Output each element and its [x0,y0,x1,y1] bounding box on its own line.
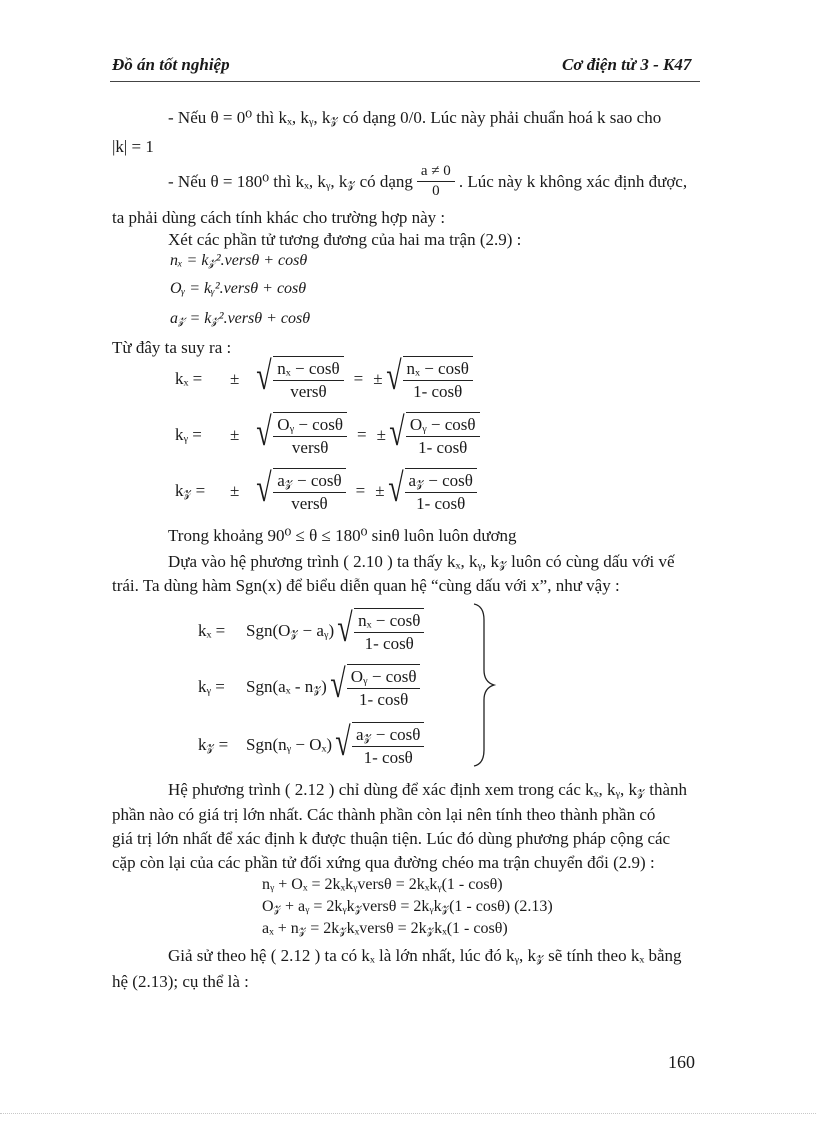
fraction-denominator: 1- cosθ [416,494,466,513]
fraction-numerator: a ≠ 0 [417,163,455,182]
sqrt [334,605,424,654]
text-line: Dựa vào hệ phương trình ( 2.10 ) ta thấy kₓ, kᵧ, k𝓏 luôn có cùng dấu với vế [168,552,675,571]
fraction [405,468,477,514]
radical-icon: √ [385,353,402,398]
fraction-denominator: 1- cosθ [363,748,413,767]
text-fragment: . Lúc này k không xác định được, [458,171,688,191]
radical-icon: √ [256,409,273,454]
sgn-function: Sgn(aₓ - n𝓏) [246,677,327,696]
fraction-denominator: versθ [291,438,329,457]
fraction-numerator: nₓ − cosθ [273,359,343,381]
text-line: Hệ phương trình ( 2.12 ) chỉ dùng để xác định xem trong các kₓ, kᵧ, k𝓏 thành [168,780,687,799]
text-line: Từ đây ta suy ra : [112,338,232,357]
header-left: Đồ án tốt nghiệp [112,55,230,74]
text-line: giá trị lớn nhất để xác định k được thuận tiện. Lúc đó dùng phương pháp cộng các [112,829,671,848]
fraction-denominator: 1- cosθ [364,634,414,653]
page-bottom-border [0,1113,816,1114]
fraction-denominator: 1- cosθ [359,690,409,709]
fraction-numerator: Oᵧ − cosθ [273,415,347,437]
sgn-equation [198,661,420,710]
plus-minus: ± [376,425,386,444]
fraction [417,163,455,200]
fraction [406,412,480,458]
fraction-numerator: Oᵧ − cosθ [347,667,421,689]
header-divider [110,81,700,82]
radical-icon: √ [387,465,404,510]
plus-minus: ± [230,369,240,388]
radical-icon: √ [389,409,405,454]
fraction [354,608,424,654]
text-line: Giả sử theo hệ ( 2.12 ) ta có kₓ là lớn nhất, lúc đó kᵧ, k𝓏 sẽ tính theo kₓ bằng [168,946,682,965]
text-line: - Nếu θ = 0⁰ thì kₓ, kᵧ, k𝓏 có dạng 0/0. Lúc này phải chuẩn hoá k sao cho [168,108,662,127]
right-brace-icon [470,600,500,770]
sum-equation: aₓ + n𝓏 = 2k𝓏kₓversθ = 2k𝓏kₓ(1 - cosθ) [262,920,508,937]
eq-lhs: k𝓏 = [175,481,206,500]
fraction-numerator: a𝓏 − cosθ [352,725,424,747]
sqrt [385,465,477,514]
text-line: ta phải dùng cách tính khác cho trường hợp này : [112,208,446,227]
sqrt [253,465,345,514]
fraction-numerator: nₓ − cosθ [354,611,424,633]
fraction-denominator: 1- cosθ [413,382,463,401]
text-fragment: - Nếu θ = 180⁰ thì kₓ, kᵧ, k𝓏 có dạng [168,171,413,191]
fraction-denominator: 0 [432,183,440,199]
equation-ky [175,409,480,458]
eq-lhs: kₓ = [198,621,226,640]
radical-icon: √ [256,353,273,398]
eq-lhs: kᵧ = [175,425,202,444]
sgn-function: Sgn(nᵧ − Oₓ) [246,735,333,754]
eq-lhs: kₓ = [175,369,203,388]
equation: nₓ = k𝓏².versθ + cosθ [170,252,308,269]
equation-kz [175,465,477,514]
eq-lhs: kᵧ = [198,677,225,696]
radical-icon: √ [256,465,273,510]
sqrt [383,353,473,402]
fraction-denominator: 1- cosθ [418,438,468,457]
text-line: hệ (2.13); cụ thể là : [112,972,249,991]
sgn-equation [198,605,424,654]
fraction [273,412,347,458]
fraction [403,356,473,402]
text-line: Xét các phần tử tương đương của hai ma trận (2.9) : [168,230,522,249]
sgn-equation [198,719,424,768]
plus-minus: ± [230,481,240,500]
text-line: cặp còn lại của các phần tử đối xứng qua đường chéo ma trận chuyển đổi (2.9) : [112,853,655,872]
text-line: Trong khoảng 90⁰ ≤ θ ≤ 180⁰ sinθ luôn luôn dương [168,526,517,545]
equals: = [356,425,367,444]
sum-equation: O𝓏 + aᵧ = 2kᵧk𝓏versθ = 2kᵧk𝓏(1 - cosθ) (2.13) [262,898,553,915]
equals: = [353,369,364,388]
fraction-denominator: versθ [291,494,328,513]
page-number: 160 [668,1052,695,1072]
plus-minus: ± [375,481,385,500]
sqrt [386,409,480,458]
radical-icon: √ [337,605,353,650]
fraction [352,722,424,768]
text-line: |k| = 1 [112,137,154,156]
sqrt [327,661,421,710]
plus-minus: ± [230,425,240,444]
fraction-denominator: versθ [290,382,327,401]
fraction [347,664,421,710]
header-right: Cơ điện tử 3 - K47 [562,55,692,74]
text-line: trái. Ta dùng hàm Sgn(x) để biểu diễn quan hệ “cùng dấu với x”, như vậy : [112,576,620,595]
eq-lhs: k𝓏 = [198,735,229,754]
sqrt [332,719,424,768]
fraction [273,468,345,514]
equals: = [355,481,366,500]
radical-icon: √ [330,661,346,706]
fraction-numerator: nₓ − cosθ [403,359,473,381]
radical-icon: √ [335,719,351,764]
sqrt [253,353,343,402]
equation-kx [175,353,473,402]
plus-minus: ± [373,369,383,388]
sgn-function: Sgn(O𝓏 − aᵧ) [246,621,335,640]
equation: a𝓏 = k𝓏².versθ + cosθ [170,310,311,327]
fraction-numerator: a𝓏 − cosθ [273,471,345,493]
fraction-numerator: a𝓏 − cosθ [405,471,477,493]
sqrt [253,409,347,458]
text-line [168,163,687,200]
fraction [273,356,343,402]
sum-equation: nᵧ + Oₓ = 2kₓkᵧversθ = 2kₓkᵧ(1 - cosθ) [262,876,503,893]
equation: Oᵧ = kᵧ².versθ + cosθ [170,280,307,297]
fraction-numerator: Oᵧ − cosθ [406,415,480,437]
text-line: phần nào có giá trị lớn nhất. Các thành phần còn lại nên tính theo thành phần có [112,805,656,824]
